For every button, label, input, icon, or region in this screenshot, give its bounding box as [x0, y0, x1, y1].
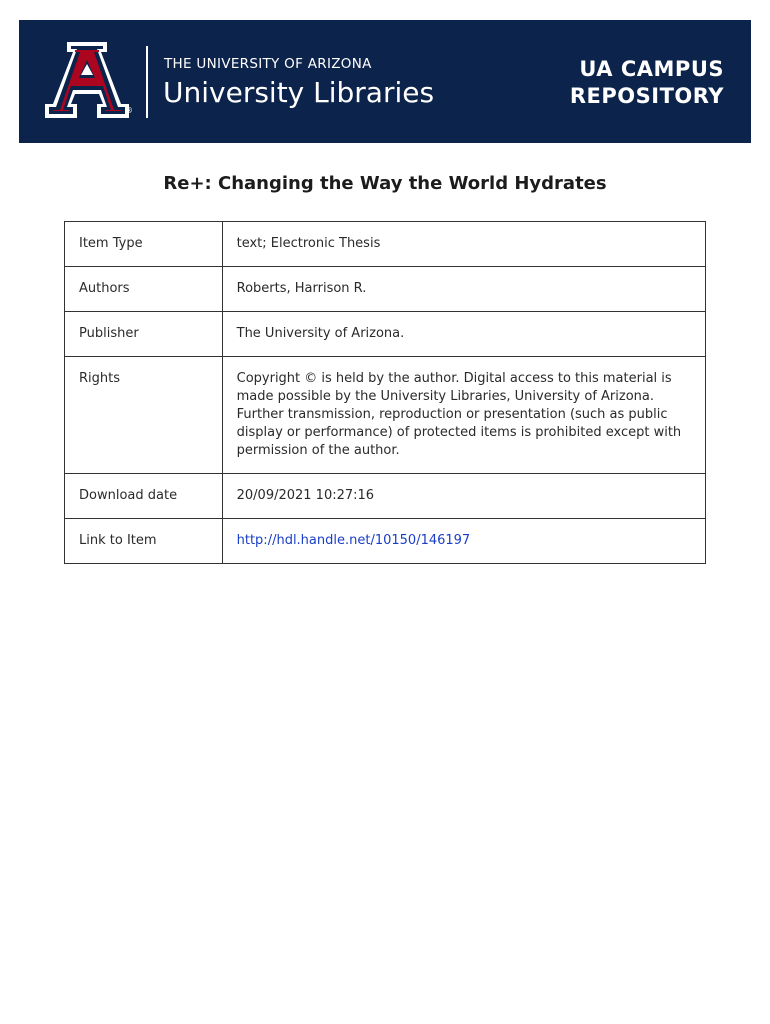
- table-row: [65, 519, 706, 564]
- table-row: [65, 357, 706, 474]
- download-date-value: 20/09/2021 10:27:16: [222, 474, 705, 519]
- rights-value: Copyright © is held by the author. Digital access to this material is made possible by the University Libraries, University of Arizona. Further transmission, reproduction or presentation (such as public display or performance) of protected items is prohibited except with permission of the author.: [222, 357, 705, 474]
- table-row: [65, 474, 706, 519]
- link-to-item-cell: [222, 519, 705, 564]
- item-handle-link[interactable]: http://hdl.handle.net/10150/146197: [236, 533, 471, 548]
- repository-name-line-1: UA CAMPUS: [579, 57, 724, 81]
- university-name: THE UNIVERSITY OF ARIZONA: [164, 56, 372, 72]
- authors-value: Roberts, Harrison R.: [222, 267, 705, 312]
- repository-banner: [19, 20, 751, 143]
- metadata-table: [64, 221, 706, 564]
- registered-mark: ®: [125, 106, 133, 115]
- link-to-item-label: Link to Item: [65, 519, 223, 564]
- table-row: [65, 267, 706, 312]
- authors-label: Authors: [65, 267, 223, 312]
- rights-label: Rights: [65, 357, 223, 474]
- item-type-value: text; Electronic Thesis: [222, 222, 705, 267]
- table-row: [65, 222, 706, 267]
- table-row: [65, 312, 706, 357]
- publisher-label: Publisher: [65, 312, 223, 357]
- document-title: Re+: Changing the Way the World Hydrates: [163, 173, 607, 194]
- download-date-label: Download date: [65, 474, 223, 519]
- arizona-a-logo-icon: [45, 42, 129, 118]
- repository-name-line-2: REPOSITORY: [569, 84, 724, 108]
- item-type-label: Item Type: [65, 222, 223, 267]
- libraries-name: University Libraries: [163, 76, 435, 109]
- publisher-value: The University of Arizona.: [222, 312, 705, 357]
- banner-divider: [146, 46, 148, 118]
